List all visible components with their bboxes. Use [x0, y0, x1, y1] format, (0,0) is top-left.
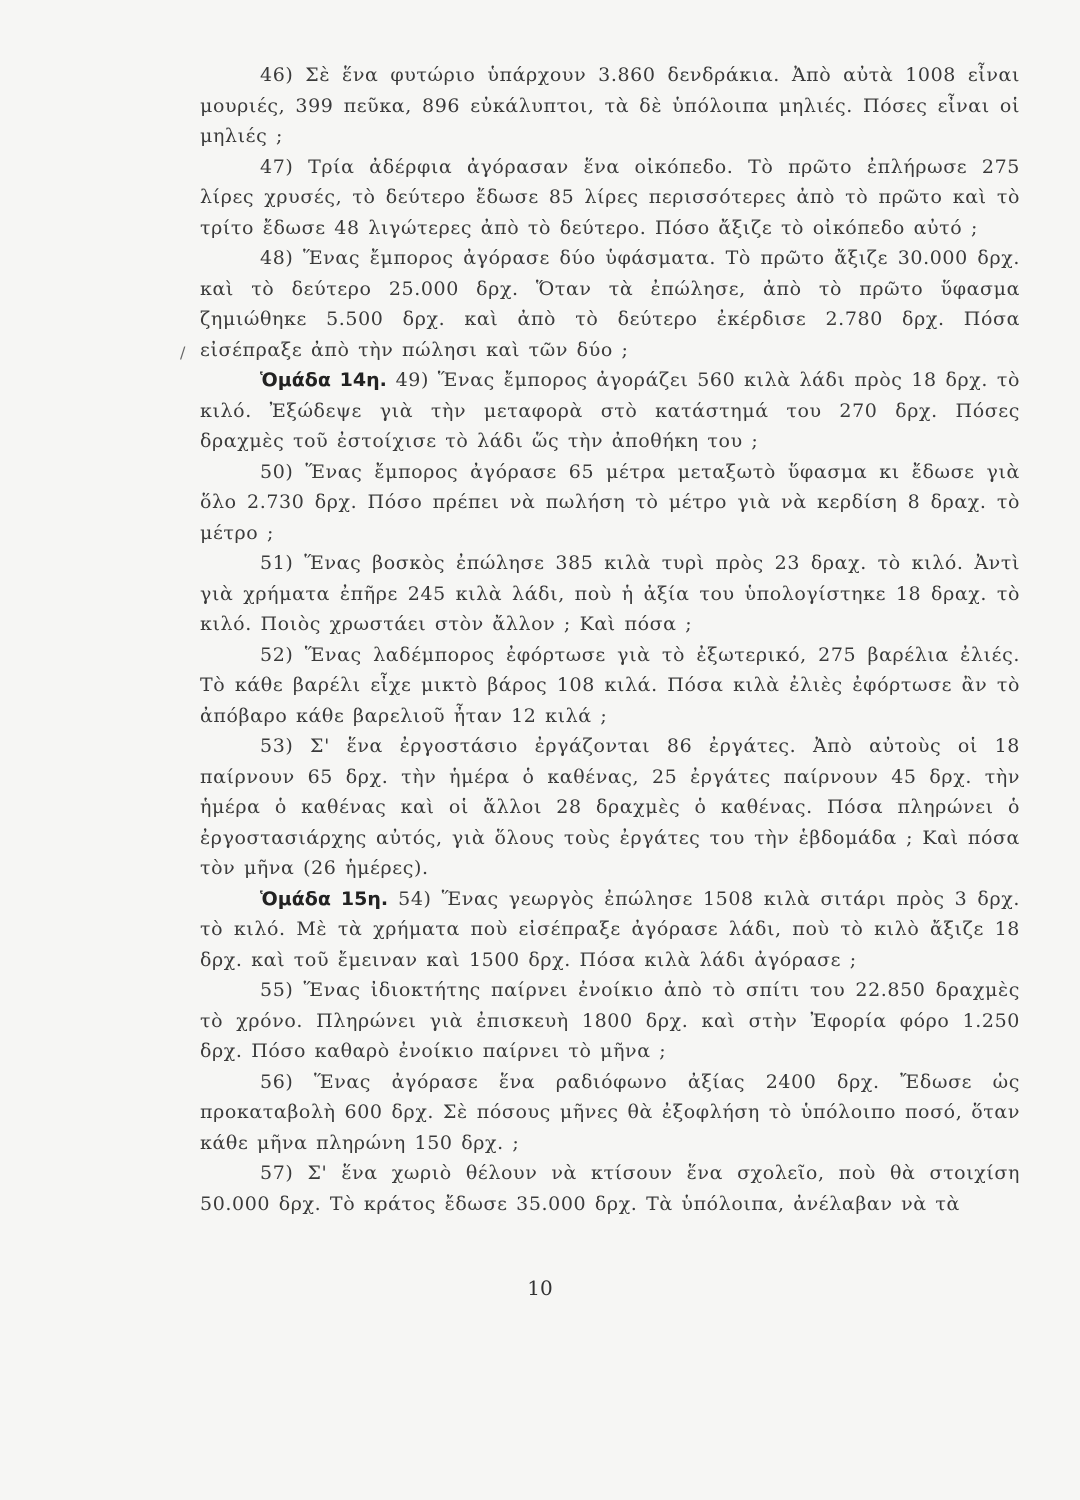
problem-text: 49) Ἕνας ἔμπορος ἀγοράζει 560 κιλὰ λάδι πρὸς 18 δρχ. τὸ κιλό. Ἐξώδεψε γιὰ τὴν μεταφορὰ στὸ κατάστημά του 270 δρχ. Πόσες δραχμὲς τοῦ ἐστοίχισε τὸ λάδι ὥς τὴν ἀποθήκη του ;	[200, 369, 1020, 452]
problem-text: 51) Ἕνας βοσκὸς ἐπώλησε 385 κιλὰ τυρὶ πρὸς 23 δραχ. τὸ κιλό. Ἀντὶ γιὰ χρήματα ἐπῆρε 245 κιλὰ λάδι, ποὺ ἡ ἀξία του ὑπολογίστηκε 18 δραχ. τὸ κιλό. Ποιὸς χρωστάει στὸν ἄλλον ; Καὶ πόσα ;	[200, 552, 1020, 635]
problem-text: 56) Ἕνας ἀγόρασε ἕνα ραδιόφωνο ἀξίας 2400 δρχ. Ἔδωσε ὡς προκαταβολὴ 600 δρχ. Σὲ πόσους μῆνες θὰ ἐξοφλήση τὸ ὑπόλοιπο ποσό, ὅταν κάθε μῆνα πληρώνη 150 δρχ. ;	[200, 1070, 1020, 1154]
problem-text: 53) Σ' ἕνα ἐργοστάσιο ἐργάζονται 86 ἐργάτες. Ἀπὸ αὐτοὺς οἱ 18 παίρνουν 65 δρχ. τὴν ἡμέρα ὁ καθένας, 25 ἐργάτες παίρνουν 45 δρχ. τὴν ἡμέρα ὁ καθένας καὶ οἱ ἄλλοι 28 δραχμὲς ὁ καθένας. Πόσα πληρώνει ὁ ἐργοστασιάρχης αὐτός, γιὰ ὅλους τοὺς ἐργάτες του τὴν ἑβδομάδα ; Καὶ πόσα τὸν μῆνα (26 ἡμέρες).	[200, 735, 1020, 879]
problem-text: 47) Τρία ἀδέρφια ἀγόρασαν ἕνα οἰκόπεδο. Τὸ πρῶτο ἐπλήρωσε 275 λίρες χρυσές, τὸ δεύτερο ἔδωσε 85 λίρες περισσότερες ἀπὸ τὸ πρῶτο καὶ τὸ τρίτο ἔδωσε 48 λιγώτερες ἀπὸ τὸ δεύτερο. Πόσο ἄξιζε τὸ οἰκόπεδο αὐτό ;	[200, 155, 1020, 239]
problem-51	[200, 548, 1020, 640]
problem-text: 50) Ἕνας ἔμπορος ἀγόρασε 65 μέτρα μεταξωτὸ ὕφασμα κι ἔδωσε γιὰ ὅλο 2.730 δρχ. Πόσο πρέπει νὰ πωλήση τὸ μέτρο γιὰ νὰ κερδίση 8 δραχ. τὸ μέτρο ;	[200, 460, 1020, 544]
problem-text: 46) Σὲ ἕνα φυτώριο ὑπάρχουν 3.860 δενδράκια. Ἀπὸ αὐτὰ 1008 εἶναι μουριές, 399 πεῦκα, 896 εὐκάλυπτοι, τὰ δὲ ὑπόλοιπα μηλιές. Πόσες εἶναι οἱ μηλιές ;	[200, 64, 1020, 147]
problems-text	[200, 60, 1020, 1219]
problem-47	[200, 152, 1020, 244]
problem-50	[200, 457, 1020, 549]
problem-49	[200, 365, 1020, 457]
problem-text: 54) Ἕνας γεωργὸς ἐπώλησε 1508 κιλὰ σιτάρι πρὸς 3 δρχ. τὸ κιλό. Μὲ τὰ χρήματα ποὺ εἰσέπραξε ἀγόρασε λάδι, ποὺ τὸ κιλὸ ἄξιζε 18 δρχ. καὶ τοῦ ἔμειναν καὶ 1500 δρχ. Πόσα κιλὰ λάδι ἀγόρασε ;	[200, 887, 1020, 971]
problem-53	[200, 731, 1020, 884]
problem-55	[200, 975, 1020, 1067]
problem-text: 52) Ἕνας λαδέμπορος ἐφόρτωσε γιὰ τὸ ἐξωτερικό, 275 βαρέλια ἐλιές. Τὸ κάθε βαρέλι εἶχε μικτὸ βάρος 108 κιλά. Πόσα κιλὰ ἐλιὲς ἐφόρτωσε ἂν τὸ ἀπόβαρο κάθε βαρελιοῦ ἦταν 12 κιλά ;	[200, 643, 1020, 727]
problem-46	[200, 60, 1020, 152]
problem-54	[200, 884, 1020, 976]
problem-56	[200, 1067, 1020, 1159]
margin-pencil-mark: /	[180, 343, 186, 362]
problem-text: 48) Ἕνας ἔμπορος ἀγόρασε δύο ὑφάσματα. Τὸ πρῶτο ἄξιζε 30.000 δρχ. καὶ τὸ δεύτερο 25.000 δρχ. Ὅταν τὰ ἐπώλησε, ἀπὸ τὸ πρῶτο ὕφασμα ζημιώθηκε 5.500 δρχ. καὶ ἀπὸ τὸ δεύτερο ἐκέρδισε 2.780 δρχ. Πόσα εἰσέπραξε ἀπὸ τὴν πώλησι καὶ τῶν δύο ;	[200, 247, 1020, 361]
problem-57	[200, 1158, 1020, 1219]
group-heading-15: Ὁμάδα 15η.	[260, 887, 389, 910]
problem-52	[200, 640, 1020, 732]
group-heading-14: Ὁμάδα 14η.	[260, 369, 387, 391]
problem-text: 55) Ἕνας ἰδιοκτήτης παίρνει ἐνοίκιο ἀπὸ τὸ σπίτι του 22.850 δραχμὲς τὸ χρόνο. Πληρώνει γιὰ ἐπισκευὴ 1800 δρχ. καὶ στὴν Ἐφορία φόρο 1.250 δρχ. Πόσο καθαρὸ ἐνοίκιο παίρνει τὸ μῆνα ;	[200, 979, 1020, 1062]
problem-48	[200, 243, 1020, 365]
page-number: 10	[527, 1276, 553, 1300]
problem-text: 57) Σ' ἕνα χωριὸ θέλουν νὰ κτίσουν ἕνα σχολεῖο, ποὺ θὰ στοιχίση 50.000 δρχ. Τὸ κράτος ἔδωσε 35.000 δρχ. Τὰ ὑπόλοιπα, ἀνέλαβαν νὰ τὰ	[200, 1162, 1020, 1215]
